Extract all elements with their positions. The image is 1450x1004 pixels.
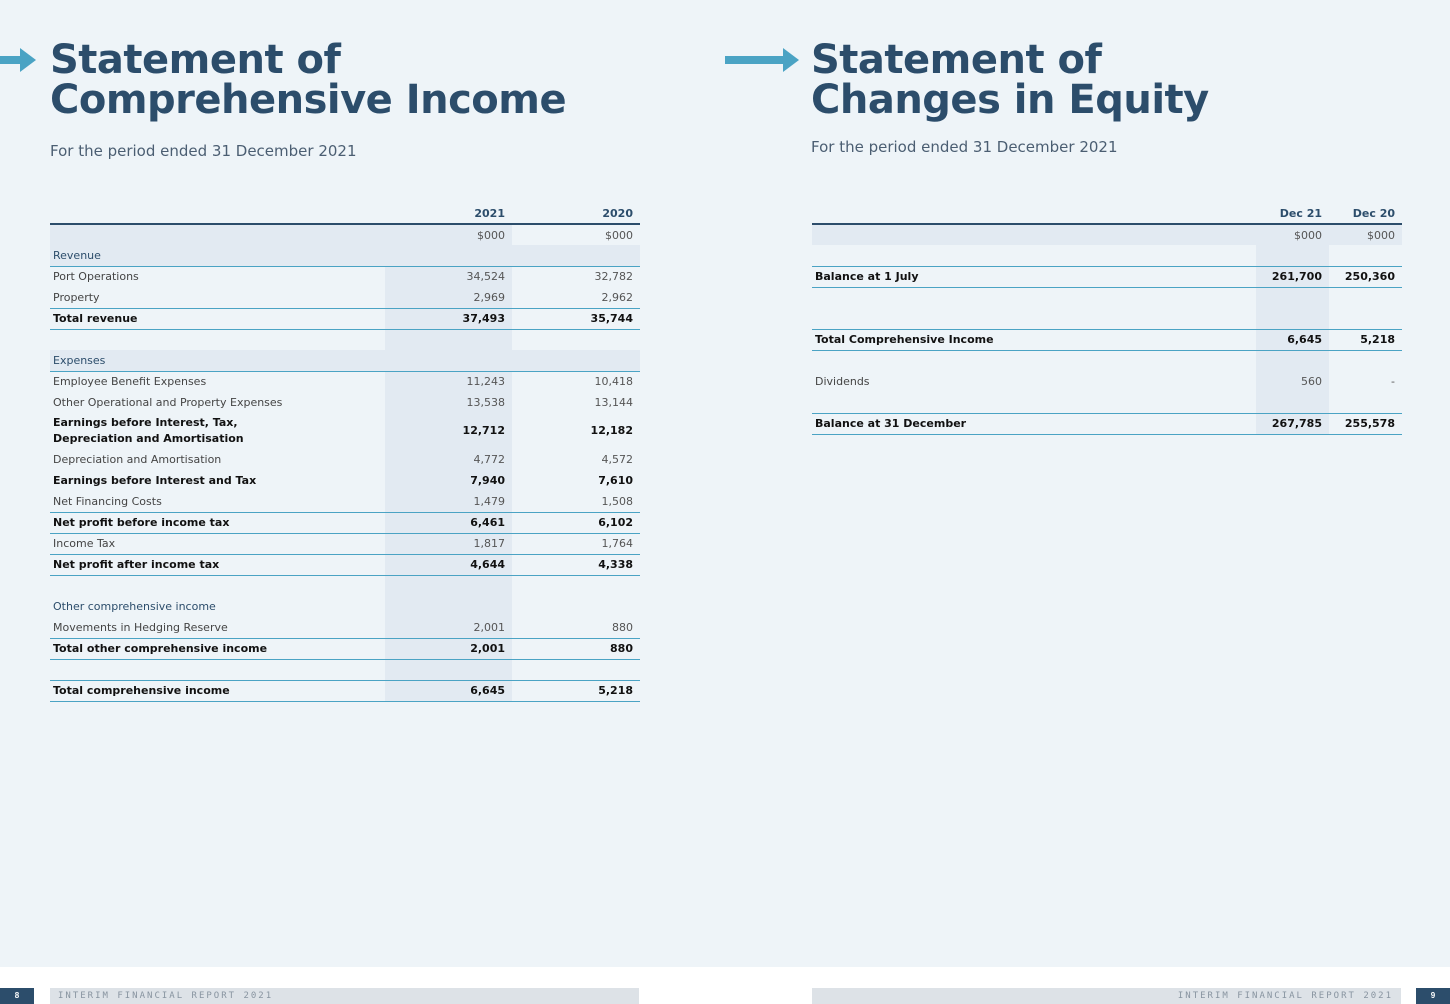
equity-table (812, 203, 1402, 435)
spacer-row (812, 287, 1402, 308)
title-line-1: Statement of (811, 37, 1102, 83)
table-row: Net profit before income tax 6,461 6,102 (50, 512, 640, 533)
page-title (50, 37, 567, 123)
table-row: Total Comprehensive Income 6,645 5,218 (812, 329, 1402, 350)
spacer-row (812, 350, 1402, 371)
footer-text: INTERIM FINANCIAL REPORT 2021 (58, 991, 274, 1001)
table-row: Employee Benefit Expenses 11,243 10,418 (50, 371, 640, 392)
title-line-1: Statement of (50, 37, 341, 83)
table-row: Property 2,969 2,962 (50, 287, 640, 308)
page-subtitle: For the period ended 31 December 2021 (811, 138, 1118, 156)
footer-right (812, 988, 1401, 1004)
title-line-2: Comprehensive Income (50, 77, 567, 123)
spacer-row (812, 392, 1402, 413)
section-header-revenue: Revenue (50, 245, 640, 266)
table-row: Port Operations 34,524 32,782 (50, 266, 640, 287)
table-header-row (50, 203, 640, 224)
footer-text: INTERIM FINANCIAL REPORT 2021 (1177, 991, 1393, 1001)
total-row: Net profit after income tax 4,644 4,338 (50, 554, 640, 575)
arrow-right-icon (0, 48, 36, 72)
total-row: Balance at 31 December 267,785 255,578 (812, 413, 1402, 434)
table-row: Dividends 560 - (812, 371, 1402, 392)
spacer-row (812, 245, 1402, 266)
spacer-row (50, 659, 640, 680)
income-table (50, 203, 640, 702)
table-header-row (812, 203, 1402, 224)
unit-label: $000 (605, 228, 633, 242)
page-number-left: 8 (0, 988, 34, 1004)
total-row: Total revenue 37,493 35,744 (50, 308, 640, 329)
column-header-dec20: Dec 20 (1329, 203, 1402, 224)
unit-row (812, 224, 1402, 245)
page-number-right: 9 (1416, 988, 1450, 1004)
page-title (811, 37, 1209, 123)
footer-left (50, 988, 639, 1004)
column-header-2021: 2021 (385, 203, 512, 224)
arrow-right-icon (725, 48, 799, 72)
left-page (0, 0, 724, 967)
spacer-row (812, 308, 1402, 329)
unit-row (50, 224, 640, 245)
title-line-2: Changes in Equity (811, 77, 1209, 123)
spacer-row (50, 575, 640, 596)
unit-label: $000 (1256, 224, 1329, 245)
section-header-expenses: Expenses (50, 350, 640, 371)
spacer-row (50, 329, 640, 350)
table-row: Net Financing Costs 1,479 1,508 (50, 491, 640, 512)
column-header-dec21: Dec 21 (1256, 203, 1329, 224)
table-row: Depreciation and Amortisation 4,772 4,572 (50, 449, 640, 470)
table-row: Other Operational and Property Expenses 13,538 13,144 (50, 392, 640, 413)
unit-label: $000 (385, 224, 512, 245)
table-row: Balance at 1 July 261,700 250,360 (812, 266, 1402, 287)
table-row: Earnings before Interest and Tax 7,940 7,610 (50, 470, 640, 491)
unit-label: $000 (1329, 224, 1402, 245)
table-row: Income Tax 1,817 1,764 (50, 533, 640, 554)
total-row: Total comprehensive income 6,645 5,218 (50, 680, 640, 701)
table-row: Earnings before Interest, Tax, Depreciation and Amortisation 12,712 12,182 (50, 413, 640, 449)
table-row: Movements in Hedging Reserve 2,001 880 (50, 617, 640, 638)
total-row: Total other comprehensive income 2,001 880 (50, 638, 640, 659)
right-page (724, 0, 1450, 967)
section-header-oci: Other comprehensive income (50, 596, 640, 617)
column-header-2020: 2020 (512, 203, 640, 224)
page-subtitle: For the period ended 31 December 2021 (50, 142, 357, 160)
